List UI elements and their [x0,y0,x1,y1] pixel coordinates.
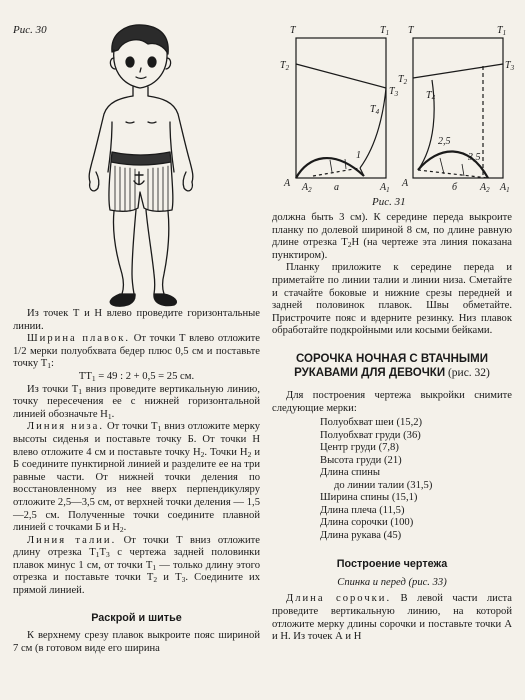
paragraph: Линия талии. От точки Т вниз отложите длину отрезка $Т_1Т_3$ с чертежа задней половинки плавок минус 1 см, от точки $Т_1$ — только длину этого отрезка и поставьте точки $Т_2$ и $Т_3$. Соедините их прямой линией. [13,534,261,597]
section-heading: Построение чертежа [336,558,448,571]
paragraph: Из точек Т и Н влево проведите горизонтальные линии. [13,308,260,332]
trunks-pattern-diagram [268,18,518,198]
svg-text:Т2: $Т_2$ [280,60,290,72]
svg-text:А: А [402,178,409,189]
boy-in-swim-trunks-illustration [60,22,220,307]
svg-text:Т: Т [290,25,296,36]
svg-text:а: а [334,182,339,193]
paragraph: Ширина плавок. От точки Т влево отложите 1/2 мерки полуобхвата бедер плюс 0,5 см и поставьте точку $Т_1$: [13,333,261,371]
paragraph: Для построения чертежа выкройки снимите следующие мерки: [272,389,512,414]
svg-text:А: А [284,178,291,189]
svg-text:А1: $А_1$ [380,182,390,194]
measurement-item: Длина плеча (11,5) [320,504,405,516]
measurements-list [320,417,512,542]
paragraph: К верхнему срезу плавок выкроите пояс шириной 7 см (в готовом виде его ширина [13,630,260,654]
svg-text:б: б [452,182,458,193]
section-heading: СОРОЧКА НОЧНАЯ С ВТАЧНЫМИ РУКАВАМИ ДЛЯ ДЕВОЧКИ (рис. 32) [294,352,490,379]
svg-text:1: 1 [356,150,361,161]
svg-text:А1: $А_1$ [500,182,510,194]
subsection-heading: Спинка и перед (рис. 33) [337,576,447,588]
svg-text:Т3: $Т_3$ [389,86,399,98]
svg-text:А2: $А_2$ [302,182,312,194]
paragraph: Линия низа. От точки $Т_1$ вниз отложите мерку высоты сиденья и поставьте точку Б. От точки Н влево отложите 4 см и поставьте точку $Н_2$. Точки $Н_2$ и Б соедините пунктирной линией и разделите ее на три равные части. От нижней точки деления по восстановленному из нее вверх перпендикуляру отложите 2,5—3,5 см, от верхней точки деления — 1,5—2,5 см. Полученные точки соедините плавной линией с точками Б и $Н_2$. [13,421,260,535]
measurement-item: Длина спины [320,467,381,479]
svg-text:3,5: 3,5 [468,152,481,163]
measurement-item: Полуобхват шеи (15,2) [320,417,423,429]
paragraph: Планку приложите к середине переда и приметайте по линии талии и линии низа. Сметайте и стачайте боковые и нижние срезы передней и задней половинок плавок. Швы обметайте. Пристрочите пояс и вдерните резинку. Низ плавок обработайте подкройными или косыми бейками. [272,262,512,337]
measurement-item: Высота груди (21) [320,454,402,466]
svg-text:2,5: 2,5 [438,136,451,147]
figure-30-label: Рис. 30 [13,24,47,36]
svg-text:А2: $А_2$ [480,182,490,194]
svg-text:Т1: $Т_1$ [497,25,507,37]
paragraph: Длина сорочки. В левой части листа проведите вертикальную линию, на которой отложите мерку длины сорочки и поставьте точки А и Н. Из точек А и Н [272,593,512,643]
measurement-item: до линии талии (31,5) [334,479,433,491]
svg-text:Т2: $Т_2$ [398,74,408,86]
measurement-item: Центр груди (7,8) [320,442,399,454]
measurement-item: Длина сорочки (100) [320,517,414,529]
svg-text:Т4: $Т_4$ [426,90,436,102]
measurement-item: Длина рукава (45) [320,529,402,541]
svg-text:Т: Т [408,25,414,36]
section-heading: Раскрой и шитье [91,611,182,624]
left-text-column [13,308,260,655]
svg-text:Т1: $Т_1$ [380,25,390,37]
figure-31-label: Рис. 31 [372,196,406,208]
svg-text:Т3: $Т_3$ [505,60,515,72]
paragraph: должна быть 3 см). К середине переда выкроите планку по долевой шириной 8 см, по длине равную длине отрезка $Т_2Н$ (на чертеже эта линия показана пунктиром). [272,212,513,261]
formula: $ТТ_1 = 49$ : 2 + 0,5 = 25 см. [78,370,195,383]
paragraph: Из точки $Т_1$ вниз проведите вертикальную линию, точку пересечения ее с нижней горизонтальной линией обозначьте $Н_1$. [13,383,260,421]
measurement-item: Ширина спины (15,1) [320,492,418,504]
measurement-item: Полуобхват груди (36) [320,429,421,441]
right-text-column [272,212,512,644]
svg-text:Т4: $Т_4$ [370,104,380,116]
